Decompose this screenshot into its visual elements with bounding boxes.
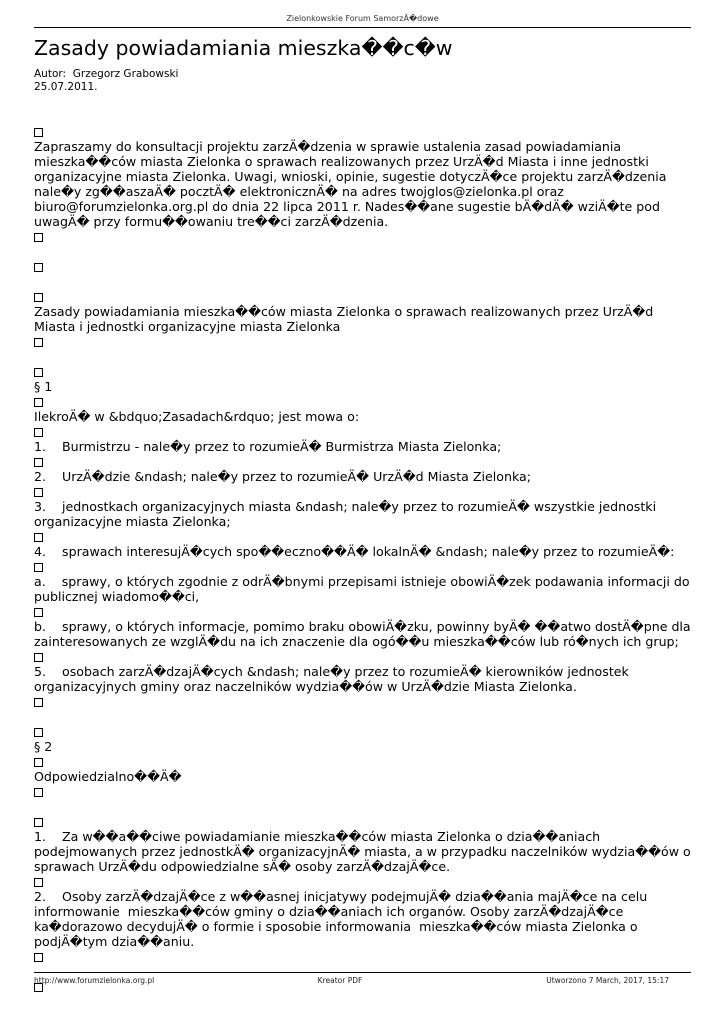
definition-subitem: a. sprawy, o których zgodnie z odrÄ�bnymi przepisami istnieje obowiÄ�zek podawania informacji do publicznej wiadomo��ci, (34, 574, 694, 604)
definition-item: 1. Burmistrzu - nale�y przez to rozumieÄ� Burmistrza Miasta Zielonka; (34, 439, 502, 454)
author-name: Grzegorz Grabowski (72, 68, 179, 80)
placeholder-glyph (34, 128, 43, 137)
placeholder-glyph (34, 458, 43, 467)
placeholder-glyph (34, 338, 43, 347)
definition-item: 4. sprawach interesujÄ�cych spo��eczno��Ä� lokalnÄ� &ndash; nale�y przez to rozumieÄ�: (34, 544, 675, 559)
section-2-lead: Odpowiedzialno��Ä� (34, 769, 182, 784)
intro-paragraph: Zapraszamy do konsultacji projektu zarzÄ�dzenia w sprawie ustalenia zasad powiadamiania mieszka��ców miasta Zielonka o sprawach realizowanych przez UrzÄ�d Miasta i inne jednostki organizacyjne miasta Zielonka. Uwagi, wnioski, opinie, sugestie dotyczÄ�ce projektu zarzÄ�dzenia nale�y zg��aszaÄ� pocztÄ� elektronicznÄ� na adres twojglos@zielonka.pl oraz biuro@forumzielonka.org.pl do dnia 22 lipca 2011 r. Nades��ane sugestie bÄ�dÄ� wziÄ�te pod uwagÄ� przy formu��owaniu tre��ci zarzÄ�dzenia. (34, 139, 667, 229)
placeholder-glyph (34, 728, 43, 737)
footer-generator: Kreator PDF (317, 976, 363, 985)
running-header: Zielonkowskie Forum SamorzÄ�dowe (286, 14, 439, 23)
placeholder-glyph (34, 953, 43, 962)
author-label: Autor: (34, 68, 67, 80)
definition-subitem: b. sprawy, o których informacje, pomimo braku obowiÄ�zku, powinny byÄ� ��atwo dostÄ�pne dla zainteresowanych ze wzglÄ�du na ich znaczenie dla ogó��u mieszka��ców lub ró�nych ich grup; (34, 619, 695, 649)
placeholder-glyph (34, 488, 43, 497)
article-title: Zasady powiadamiania mieszka��c�w (34, 36, 453, 60)
header-rule (34, 27, 691, 28)
footer-url[interactable]: http://www.forumzielonka.org.pl (34, 976, 155, 985)
placeholder-glyph (34, 233, 43, 242)
placeholder-glyph (34, 368, 43, 377)
definition-item: 3. jednostkach organizacyjnych miasta &ndash; nale�y przez to rozumieÄ� wszystkie jednostki organizacyjne miasta Zielonka; (34, 499, 661, 529)
placeholder-glyph (34, 398, 43, 407)
placeholder-glyph (34, 428, 43, 437)
placeholder-glyph (34, 608, 43, 617)
placeholder-glyph (34, 758, 43, 767)
placeholder-glyph (34, 818, 43, 827)
article-meta (34, 68, 178, 94)
document-heading: Zasady powiadamiania mieszka��ców miasta Zielonka o sprawach realizowanych przez UrzÄ�d Miasta i jednostki organizacyjne miasta Zielonka (34, 304, 654, 334)
definition-item: 5. osobach zarzÄ�dzajÄ�cych &ndash; nale�y przez to rozumieÄ� kierowników jednostek organizacyjnych gminy oraz naczelników wydzia��ów w UrzÄ�dzie Miasta Zielonka. (34, 664, 633, 694)
responsibility-item: 2. Osoby zarzÄ�dzajÄ�ce z w��asnej inicjatywy podejmujÄ� dzia��ania majÄ�ce na celu informowanie mieszka��ców gminy o dzia��aniach ich organów. Osoby zarzÄ�dzajÄ�ce ka�dorazowo decydujÄ� o formie i sposobie informowania mieszka��ców miasta Zielonka o podjÄ�tym dzia��aniu. (34, 889, 652, 949)
footer-rule (34, 972, 691, 973)
section-2-label: § 2 (34, 739, 53, 754)
responsibility-item: 1. Za w��a��ciwe powiadamianie mieszka��ców miasta Zielonka o dzia��aniach podejmowanych przez jednostkÄ� organizacyjnÄ� miasta, a w przypadku naczelników wydzia��ów o sprawach UrzÄ�du odpowiedzialne sÄ� osoby zarzÄ�dzajÄ�ce. (34, 829, 695, 874)
author-line (34, 68, 178, 81)
placeholder-glyph (34, 653, 43, 662)
section-1-lead: IlekroÄ� w &bdquo;Zasadach&rdquo; jest mowa o: (34, 409, 360, 424)
placeholder-glyph (34, 293, 43, 302)
placeholder-glyph (34, 878, 43, 887)
article-body (34, 124, 695, 994)
placeholder-glyph (34, 563, 43, 572)
placeholder-glyph (34, 698, 43, 707)
placeholder-glyph (34, 263, 43, 272)
definition-item: 2. UrzÄ�dzie &ndash; nale�y przez to rozumieÄ� UrzÄ�d Miasta Zielonka; (34, 469, 531, 484)
section-1-label: § 1 (34, 379, 53, 394)
placeholder-glyph (34, 788, 43, 797)
article-date: 25.07.2011. (34, 81, 98, 93)
footer-created: Utworzono 7 March, 2017, 15:17 (546, 976, 669, 985)
placeholder-glyph (34, 533, 43, 542)
